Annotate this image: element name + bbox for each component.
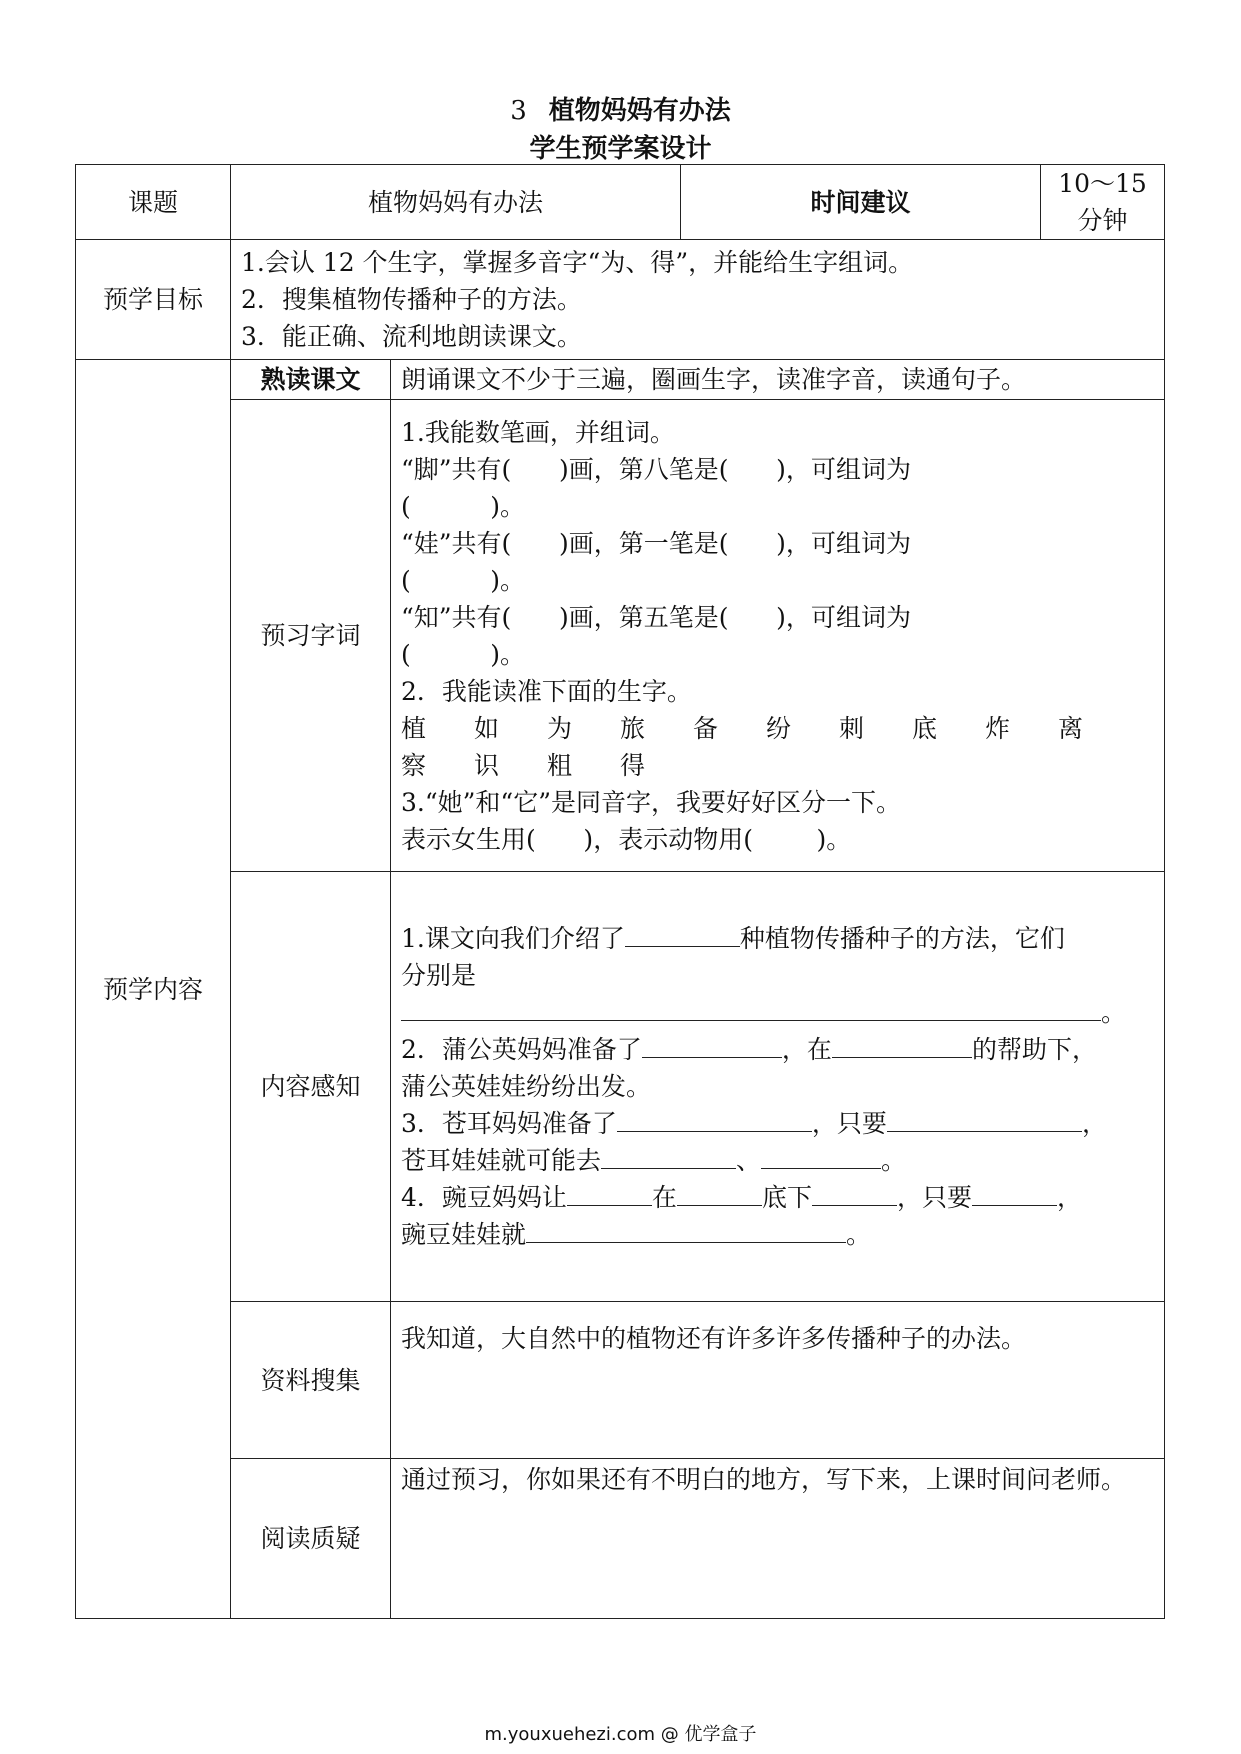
text-segment: 在 xyxy=(651,1183,677,1212)
read-text-row xyxy=(76,360,1165,400)
fill-blank xyxy=(401,994,1101,1021)
char-item: 备 xyxy=(693,713,719,743)
text-segment: 的帮助下， xyxy=(971,1035,1097,1064)
text-segment: 1.课文向我们介绍了 xyxy=(401,924,625,953)
time-label: 时间建议 xyxy=(681,165,1041,240)
questions-row xyxy=(76,1459,1165,1619)
char-item: 植 xyxy=(401,713,427,743)
content-label: 预学内容 xyxy=(76,360,231,1619)
lesson-number: 3 xyxy=(510,96,527,126)
char-item: 为 xyxy=(547,713,573,743)
char-item: 识 xyxy=(474,750,500,780)
char-item: 底 xyxy=(912,713,938,743)
preview-line: ( )。 xyxy=(401,491,525,521)
preview-line: 表示女生用( )，表示动物用( )。 xyxy=(401,824,852,854)
lesson-subtitle: 学生预学案设计 xyxy=(529,134,712,164)
goals-list xyxy=(231,240,1165,360)
perception-label: 内容感知 xyxy=(231,872,391,1302)
text-segment: ， xyxy=(1081,1109,1107,1138)
footer-watermark: m.youxuehezi.com @ 优学盒子 xyxy=(484,1724,757,1745)
fill-blank xyxy=(972,1179,1057,1206)
goal-item: 1.会认 12 个生字，掌握多音字“为、得”，并能给生字组词。 xyxy=(241,248,914,277)
perception-q3-cont xyxy=(401,1142,1154,1179)
char-item: 炸 xyxy=(985,713,1011,743)
char-item: 得 xyxy=(620,750,646,780)
fill-blank xyxy=(617,1105,812,1132)
text-segment: 4．豌豆妈妈让 xyxy=(401,1183,567,1212)
perception-q4 xyxy=(401,1179,1154,1216)
goal-item: 3．能正确、流利地朗读课文。 xyxy=(241,322,582,351)
fill-blank xyxy=(526,1216,846,1243)
char-item: 纷 xyxy=(766,713,792,743)
text-segment: 2．蒲公英妈妈准备了 xyxy=(401,1035,642,1064)
fill-blank xyxy=(625,920,740,947)
text-segment: 。 xyxy=(881,1146,907,1175)
preview-line: ( )。 xyxy=(401,565,525,595)
questions-body: 通过预习，你如果还有不明白的地方，写下来，上课时间问老师。 xyxy=(391,1459,1165,1619)
goals-label: 预学目标 xyxy=(76,240,231,360)
text-segment: 豌豆娃娃就 xyxy=(401,1220,527,1249)
preview-line: ( )。 xyxy=(401,639,525,669)
preview-line: “娃”共有( )画，第一笔是( )，可组词为 xyxy=(401,528,911,558)
char-item: 粗 xyxy=(547,750,573,780)
text-segment: 。 xyxy=(1101,998,1127,1027)
perception-q3 xyxy=(401,1105,1154,1142)
char-item: 察 xyxy=(401,750,427,780)
read-text-body: 朗诵课文不少于三遍，圈画生字，读准字音，读通句子。 xyxy=(391,360,1165,400)
perception-q2-cont: 蒲公英娃娃纷纷出发。 xyxy=(401,1072,652,1101)
info-row xyxy=(76,165,1165,240)
text-segment: 。 xyxy=(846,1220,872,1249)
char-row-2 xyxy=(401,747,1154,784)
char-item: 离 xyxy=(1058,713,1084,743)
questions-label: 阅读质疑 xyxy=(231,1459,391,1619)
fill-blank xyxy=(761,1142,881,1169)
text-segment: 、 xyxy=(736,1146,762,1175)
fill-blank xyxy=(677,1179,762,1206)
perception-q1-cont: 分别是 xyxy=(401,961,477,990)
topic-value: 植物妈妈有办法 xyxy=(231,165,681,240)
preview-words-body xyxy=(391,400,1165,872)
lesson-name: 植物妈妈有办法 xyxy=(548,96,731,126)
research-row xyxy=(76,1302,1165,1459)
fill-blank xyxy=(642,1031,782,1058)
text-segment: 3．苍耳妈妈准备了 xyxy=(401,1109,617,1138)
preview-line: 2．我能读准下面的生字。 xyxy=(401,676,692,706)
topic-label: 课题 xyxy=(76,165,231,240)
fill-blank xyxy=(887,1105,1082,1132)
fill-blank xyxy=(812,1179,897,1206)
perception-q4-cont xyxy=(401,1216,1154,1253)
char-row-1 xyxy=(401,710,1154,747)
perception-q1 xyxy=(401,920,1154,957)
perception-body xyxy=(391,872,1165,1302)
preview-line: 3.“她”和“它”是同音字，我要好好区分一下。 xyxy=(401,787,901,817)
fill-blank xyxy=(601,1142,736,1169)
research-label: 资料搜集 xyxy=(231,1302,391,1459)
text-segment: ， xyxy=(1056,1183,1082,1212)
perception-row xyxy=(76,872,1165,1302)
preview-words-label: 预习字词 xyxy=(231,400,391,872)
time-value: 10～15 分钟 xyxy=(1041,165,1165,240)
preview-line: 1.我能数笔画，并组词。 xyxy=(401,417,675,447)
goal-item: 2．搜集植物传播种子的方法。 xyxy=(241,285,582,314)
read-text-label: 熟读课文 xyxy=(231,360,391,400)
preview-line: “知”共有( )画，第五笔是( )，可组词为 xyxy=(401,602,911,632)
char-item: 刺 xyxy=(839,713,865,743)
char-item: 旅 xyxy=(620,713,646,743)
text-segment: 苍耳娃娃就可能去 xyxy=(401,1146,602,1175)
goals-row xyxy=(76,240,1165,360)
text-segment: ，在 xyxy=(781,1035,832,1064)
char-item: 如 xyxy=(474,713,500,743)
text-segment: ，只要 xyxy=(896,1183,972,1212)
preview-words-row xyxy=(76,400,1165,872)
fill-blank xyxy=(567,1179,652,1206)
perception-q1-blank-line xyxy=(401,994,1154,1031)
text-segment: ，只要 xyxy=(811,1109,887,1138)
perception-q2 xyxy=(401,1031,1154,1068)
text-segment: 底下 xyxy=(761,1183,812,1212)
lesson-title xyxy=(0,90,1241,127)
fill-blank xyxy=(832,1031,972,1058)
research-body: 我知道，大自然中的植物还有许多许多传播种子的办法。 xyxy=(391,1302,1165,1459)
preview-worksheet-table xyxy=(75,164,1165,1619)
preview-line: “脚”共有( )画，第八笔是( )，可组词为 xyxy=(401,454,911,484)
text-segment: 种植物传播种子的方法，它们 xyxy=(739,924,1065,953)
